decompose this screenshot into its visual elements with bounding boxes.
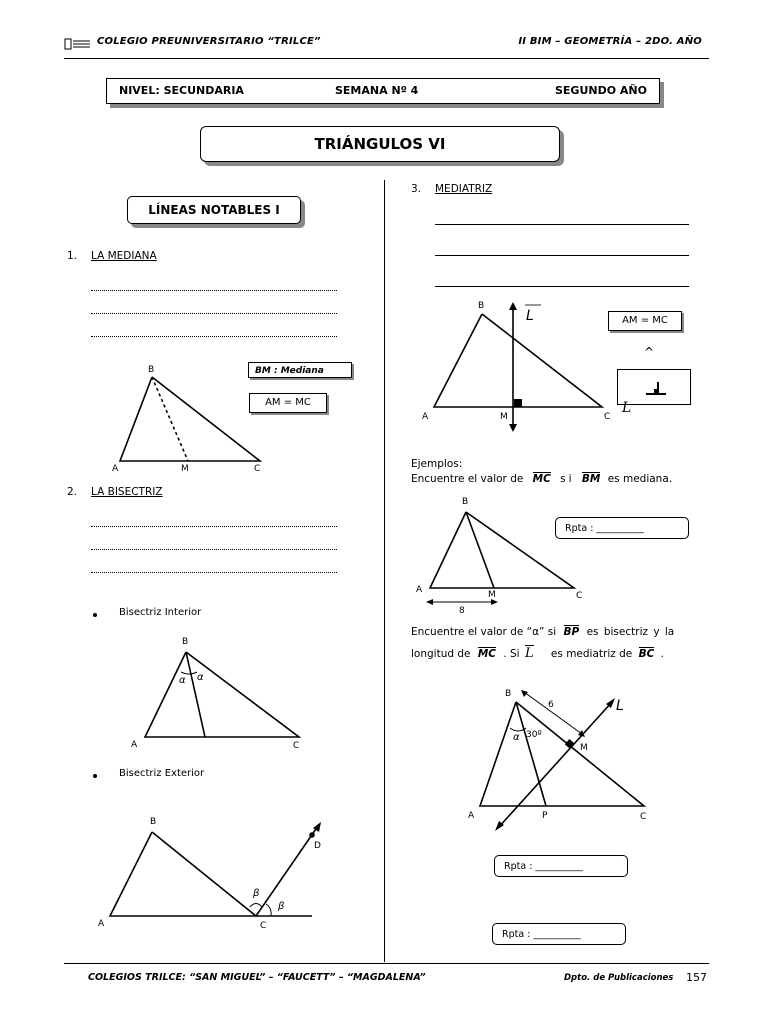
hat-symbol: ^ bbox=[644, 345, 655, 359]
ex1-a: Encuentre el valor de bbox=[411, 473, 524, 485]
alpha-right: α bbox=[197, 672, 204, 683]
rpta-1: Rpta : __________ bbox=[565, 523, 644, 534]
blank-line bbox=[435, 224, 689, 225]
ex2-line1-b: es bisectriz y la bbox=[586, 626, 675, 638]
figure-mediana bbox=[100, 360, 270, 475]
info-semana: SEMANA Nº 4 bbox=[335, 84, 419, 97]
page-number: 157 bbox=[686, 971, 707, 984]
label-l: L bbox=[616, 698, 624, 714]
vertex-b: B bbox=[148, 365, 155, 375]
beta-2: β bbox=[278, 901, 285, 912]
blank-line bbox=[91, 290, 337, 291]
info-bar bbox=[106, 78, 660, 104]
vertex-m: M bbox=[580, 743, 588, 753]
median-bm bbox=[466, 512, 494, 588]
ex1-si: si bbox=[560, 473, 575, 485]
vertex-a: A bbox=[422, 412, 429, 422]
vertex-b: B bbox=[182, 637, 189, 647]
vertex-m: M bbox=[181, 464, 189, 474]
arrow-icon bbox=[521, 690, 528, 697]
vertex-d: D bbox=[314, 841, 321, 851]
blank-line bbox=[435, 255, 689, 256]
vertex-b: B bbox=[505, 689, 512, 699]
vertex-c: C bbox=[260, 921, 267, 931]
l-small: L bbox=[622, 400, 632, 416]
info-grado: SEGUNDO AÑO bbox=[555, 84, 647, 97]
vertex-c: C bbox=[640, 812, 647, 822]
mediatriz-line bbox=[498, 702, 612, 828]
angle-arc bbox=[266, 904, 271, 916]
header-logo-icon bbox=[64, 36, 92, 50]
section-title-box bbox=[127, 196, 301, 224]
arrow-left-icon bbox=[426, 599, 433, 605]
bullet-bisectriz-interior: Bisectriz Interior bbox=[119, 607, 202, 618]
figure-bisectriz-exterior bbox=[90, 808, 330, 938]
length-6: 6 bbox=[548, 700, 554, 710]
rpta-box-3[interactable] bbox=[492, 923, 626, 945]
blank-line bbox=[91, 336, 337, 337]
blank-line bbox=[91, 549, 337, 550]
am-mc-box-right bbox=[608, 311, 682, 331]
item2-label: LA BISECTRIZ bbox=[91, 486, 163, 498]
mediana-tag-word: : Mediana bbox=[273, 366, 324, 376]
am-mc-right: AM = MC bbox=[622, 315, 668, 326]
triangle-abc bbox=[110, 832, 256, 916]
ex2-line2-b: es mediatriz de bbox=[550, 648, 633, 660]
rpta-2: Rpta : __________ bbox=[504, 861, 583, 872]
bullet-dot-icon bbox=[93, 774, 97, 778]
triangle-abc bbox=[430, 512, 574, 588]
ex2-line1-a: Encuentre el valor de “α” si bbox=[411, 626, 557, 638]
vertex-b: B bbox=[150, 817, 157, 827]
rpta-3: Rpta : __________ bbox=[502, 929, 581, 940]
ex2-line1 bbox=[411, 626, 674, 638]
exterior-bisector bbox=[256, 826, 318, 916]
angle-30: 30º bbox=[526, 730, 542, 740]
vertex-a: A bbox=[468, 811, 475, 821]
figure-mediatriz bbox=[418, 296, 618, 436]
item3-num: 3. bbox=[411, 183, 422, 195]
vertex-a: A bbox=[131, 740, 138, 750]
vertex-b: B bbox=[478, 301, 485, 311]
dimension-line bbox=[524, 692, 582, 734]
angle-arc bbox=[181, 672, 197, 674]
section-title: LÍNEAS NOTABLES I bbox=[148, 203, 280, 217]
arrow-down-icon bbox=[509, 424, 517, 432]
mediana-tag-seg: BM bbox=[255, 363, 271, 379]
vertex-a: A bbox=[416, 585, 423, 595]
ex2-seg-bc: BC bbox=[638, 648, 655, 660]
vertex-m: M bbox=[500, 412, 508, 422]
label-l: L bbox=[526, 308, 534, 324]
triangle-abc bbox=[434, 314, 602, 407]
footer-rule bbox=[64, 963, 709, 964]
vertex-p: P bbox=[542, 811, 548, 821]
header-left: COLEGIO PREUNIVERSITARIO “TRILCE” bbox=[97, 36, 321, 47]
ex1-seg2: BM bbox=[581, 473, 601, 485]
ex2-line2-a: longitud de bbox=[411, 648, 471, 660]
vertex-c: C bbox=[254, 464, 261, 474]
triangle-abc bbox=[120, 377, 260, 461]
point-d bbox=[309, 832, 315, 838]
item3-label: MEDIATRIZ bbox=[435, 183, 493, 195]
vertex-m: M bbox=[488, 590, 496, 600]
ejemplos-label: Ejemplos: bbox=[411, 458, 463, 470]
header-right: II BIM – GEOMETRÍA – 2DO. AÑO bbox=[518, 36, 702, 47]
item2-num: 2. bbox=[67, 486, 78, 498]
ex1-text bbox=[411, 473, 672, 485]
ex2-seg-mc: MC bbox=[477, 648, 496, 660]
triangle-abc bbox=[480, 702, 644, 806]
ex1-seg1: MC bbox=[532, 473, 551, 485]
page-title-box bbox=[200, 126, 560, 162]
blank-line bbox=[91, 526, 337, 527]
median-bm bbox=[152, 377, 188, 461]
arrow-up-icon bbox=[509, 302, 517, 310]
ex2-line2 bbox=[411, 646, 664, 661]
right-angle-mark bbox=[514, 399, 522, 407]
item1-num: 1. bbox=[67, 250, 78, 262]
bullet-dot-icon bbox=[93, 613, 97, 617]
ex2-end: . bbox=[660, 648, 664, 660]
ex2-si: . Si bbox=[503, 648, 520, 660]
vertex-b: B bbox=[462, 497, 469, 507]
ex1-b: es mediana. bbox=[607, 473, 673, 485]
rpta-box-2[interactable] bbox=[494, 855, 628, 877]
column-divider bbox=[384, 180, 385, 962]
item1-label: LA MEDIANA bbox=[91, 250, 157, 262]
page-title: TRIÁNGULOS VI bbox=[314, 135, 446, 153]
figure-ejemplo-2 bbox=[460, 682, 660, 832]
alpha-left: α bbox=[179, 675, 186, 686]
bullet-bisectriz-exterior: Bisectriz Exterior bbox=[119, 768, 205, 779]
ex2-seg-bp: BP bbox=[563, 626, 580, 638]
vertex-c: C bbox=[293, 741, 300, 750]
blank-line bbox=[435, 286, 689, 287]
blank-line bbox=[91, 572, 337, 573]
am-mc-left: AM = MC bbox=[265, 397, 311, 408]
ex2-l: L bbox=[524, 646, 534, 661]
length-8: 8 bbox=[459, 606, 465, 616]
angle-arc bbox=[250, 904, 262, 908]
footer-left: COLEGIOS TRILCE: “SAN MIGUEL” – “FAUCETT” – “MAGDALENA” bbox=[88, 972, 426, 983]
triangle-abc bbox=[145, 652, 299, 737]
vertex-c: C bbox=[604, 412, 611, 422]
info-nivel: NIVEL: SECUNDARIA bbox=[119, 84, 244, 97]
alpha-label: α bbox=[513, 732, 520, 743]
vertex-a: A bbox=[98, 919, 105, 929]
figure-ejemplo-1 bbox=[408, 492, 588, 616]
vertex-c: C bbox=[576, 591, 583, 601]
rpta-box-1[interactable] bbox=[555, 517, 689, 539]
right-angle-mark bbox=[565, 739, 575, 749]
footer-dept: Dpto. de Publicaciones bbox=[564, 973, 674, 983]
right-angle-icon bbox=[618, 370, 690, 404]
beta-1: β bbox=[253, 888, 260, 899]
figure-bisectriz-interior bbox=[125, 630, 305, 750]
vertex-a: A bbox=[112, 464, 119, 474]
header-rule bbox=[64, 58, 709, 59]
blank-line bbox=[91, 313, 337, 314]
